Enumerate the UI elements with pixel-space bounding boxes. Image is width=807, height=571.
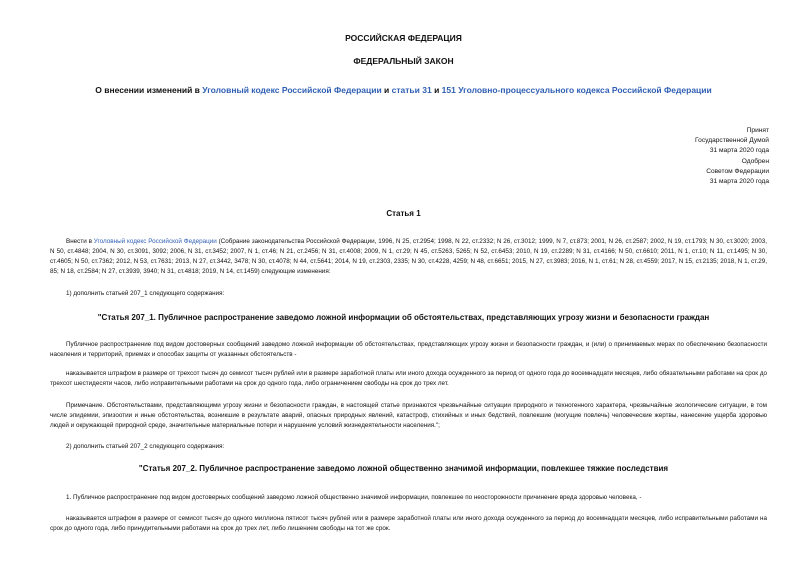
article-207-2-paragraph (50, 493, 767, 503)
article-1-heading: Статья 1 (386, 209, 421, 218)
article-31-link[interactable]: статьи 31 (391, 85, 432, 95)
article-207-2-penalty (50, 514, 767, 534)
intro-prefix: Внести в (66, 238, 94, 245)
article-207-1-penalty (50, 369, 767, 389)
intro-rest: (Собрание законодательства Российской Федерации, 1996, N 25, ст.2954; 1998, N 22, ст.2332; N 26, ст.3012; 1999, N 7, ст.873; 2001, N 26, ст.2587; 2002, N 19, ст.1793; N 30, ст.3020; 2003, N 50, ст.4848; 2004, N 30, ст.3091, 3092; 2006, N 31, ст.3452; 2007, N 1, ст.46; N 21, ст.2456; N 31, ст.4008; 2009, N 1, ст.29; N 45, ст.5263, 5265; N 52, ст.6453; 2010, N 19, ст.2289; N 31, ст.4166; N 50, ст.6610; 2011, N 1, ст.10; N 11, ст.1495; N 30, ст.4605; N 50, ст.7362; 2012, N 53, ст.7631; 2013, N 27, ст.3442, 3478; N 30, ст.4078; N 44, ст.5641; 2014, N 19, ст.2303, 2335; N 30, ст.4228, 4259; N 48, ст.6651; 2015, N 27, ст.3983; 2016, N 1, ст.61; N 28, ст.4559; 2017, N 15, ст.2135; 2018, N 1, ст.29, 85; N 18, ст.2584; N 27, ст.3939, 3940; N 31, ст.4818; 2019, N 14, ст.1459) следующие изменения: (50, 238, 767, 275)
item-2: 2) дополнить статьей 207_2 следующего содержания: (66, 443, 225, 450)
acceptance-line: Одобрен (741, 157, 769, 165)
criminal-procedure-code-link[interactable]: 151 Уголовно-процессуального кодекса Российской Федерации (441, 85, 712, 95)
country-heading: РОССИЙСКАЯ ФЕДЕРАЦИЯ (345, 33, 462, 43)
title-prefix: О внесении изменений в (95, 85, 203, 95)
acceptance-line: Государственной Думой (695, 137, 769, 145)
article-207-1-paragraph (50, 340, 767, 360)
document-type-heading: ФЕДЕРАЛЬНЫЙ ЗАКОН (353, 56, 454, 66)
item-1: 1) дополнить статьей 207_1 следующего содержания: (66, 290, 225, 297)
acceptance-line: Принят (746, 127, 769, 134)
criminal-code-intro-link[interactable]: Уголовный кодекс Российской Федерации (93, 238, 217, 245)
law-title (0, 85, 807, 95)
article-207-1-note (50, 401, 767, 431)
article-207-2-penalty-text: наказывается штрафом в размере от семисот тысяч до одного миллиона пятисот тысяч рублей или в размере заработной платы или иного дохода осужденного за период до восемнадцати месяцев, либо исправительными работами на срок до одного года, либо принудительными работами на срок до трех лет, либо лишением свободы на тот же срок. (50, 515, 767, 532)
acceptance-block (629, 126, 769, 187)
article-1-intro (50, 237, 767, 277)
article-207-1-note-text: Примечание. Обстоятельствами, представляющими угрозу жизни и безопасности граждан, в настоящей статье признаются чрезвычайные ситуации природного и техногенного характера, чрезвычайные экологические ситуации, в том числе эпидемии, эпизоотии и иные обстоятельства, возникшие в результате аварий, опасных природных явлений, катастроф, стихийных и иных бедствий, повлекшие (могущие повлечь) человеческие жертвы, нанесение ущерба здоровью людей и окружающей природной среде, значительные материальные потери и нарушение условий жизнедеятельности населения."; (50, 402, 767, 429)
article-207-1-penalty-text: наказывается штрафом в размере от трехсот тысяч до семисот тысяч рублей или в размере заработной платы или иного дохода осужденного за период от одного года до восемнадцати месяцев, либо обязательными работами на срок до трехсот шестидесяти часов, либо исправительными работами на срок до одного года, либо ограничением свободы на срок до трех лет. (50, 370, 767, 387)
article-207-1-paragraph-text: Публичное распространение под видом достоверных сообщений заведомо ложной информации об обстоятельствах, представляющих угрозу жизни и безопасности граждан, и (или) о принимаемых мерах по обеспечению безопасности населения и территорий, приемах и способах защиты от указанных обстоятельств - (50, 341, 767, 358)
acceptance-line: Советом Федерации (706, 167, 769, 175)
title-mid1: и (381, 85, 392, 95)
criminal-code-link[interactable]: Уголовный кодекс Российской Федерации (202, 85, 382, 95)
article-207-2-heading: "Статья 207_2. Публичное распространение заведомо ложной общественно значимой информации, повлекшее тяжкие последствия (138, 464, 669, 473)
acceptance-line: 31 марта 2020 года (709, 178, 769, 186)
article-207-1-heading: "Статья 207_1. Публичное распространение заведомо ложной информации об обстоятельствах, представляющих угрозу жизни и безопасности граждан (97, 313, 710, 322)
acceptance-line: 31 марта 2020 года (709, 147, 769, 155)
article-207-2-paragraph-text: 1. Публичное распространение под видом достоверных сообщений заведомо ложной общественно значимой информации, повлекшее по неосторожности причинение вреда здоровью человека, - (66, 494, 642, 501)
title-mid2: и (431, 85, 442, 95)
